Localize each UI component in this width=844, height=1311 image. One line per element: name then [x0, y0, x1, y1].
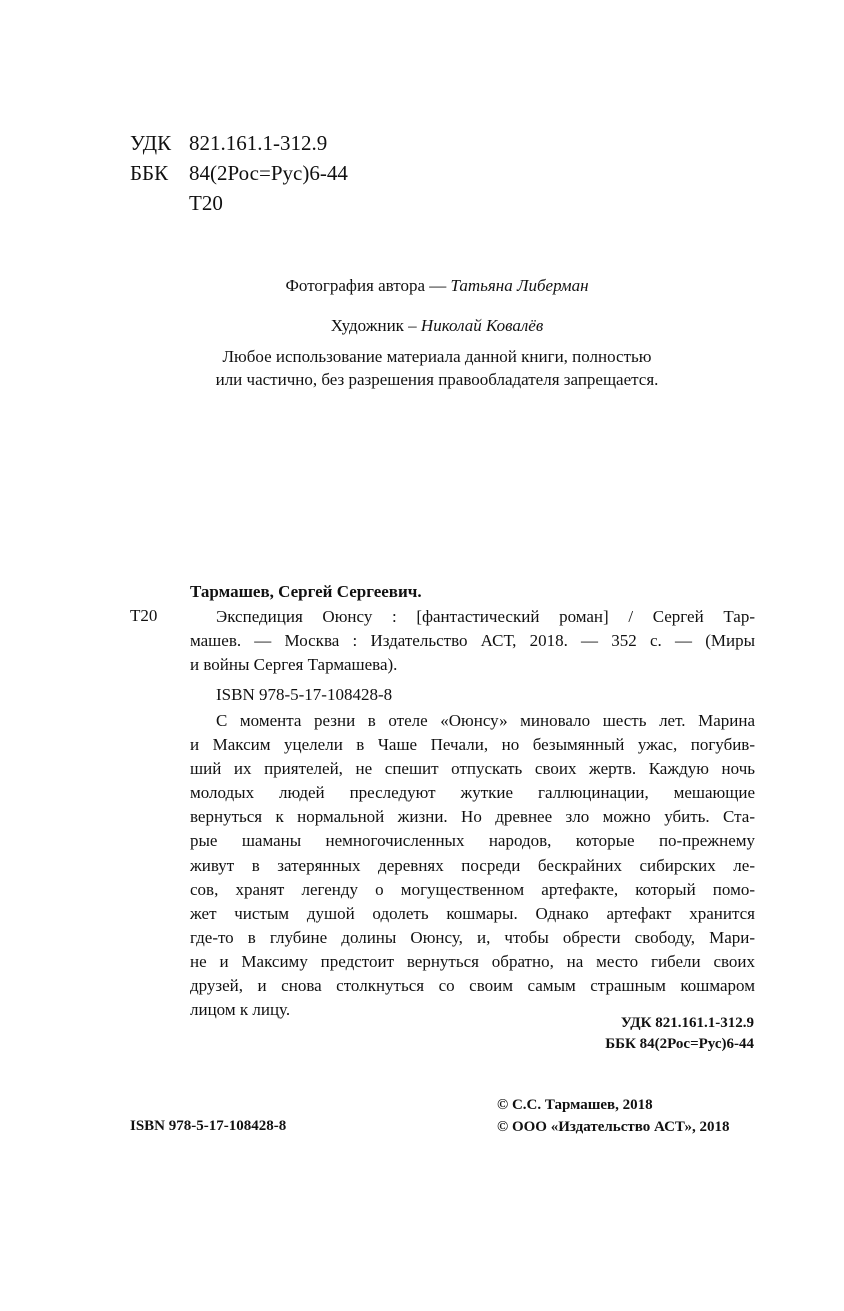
artist-credit-name: Николай Ковалёв [420, 316, 544, 335]
annotation-line: молодых людей преследуют жуткие галлюцинации, мешающие [190, 783, 755, 803]
annotation-line: ший их приятелей, не спешит отпускать своих жертв. Каждую ночь [190, 759, 755, 779]
annotation-line: сов, хранят легенду о могущественном артефакте, который помо- [190, 879, 755, 899]
annotation-line: не и Максиму предстоит вернуться обратно, на место гибели своих [190, 951, 755, 971]
book-annotation [190, 709, 755, 1022]
annotation-line: лицом к лицу. [190, 1000, 291, 1020]
annotation-line: и Максим уцелели в Чаше Печали, но безымянный ужас, погубив- [190, 735, 755, 755]
bibliographic-description [190, 605, 755, 677]
description-line: Экспедиция Оюнсу : [фантастический роман] / Сергей Тар- [216, 607, 755, 626]
catalog-author-mark: Т20 [130, 606, 158, 625]
bottom-classification-codes [538, 1013, 754, 1055]
rights-notice-line: или частично, без разрешения правообладателя запрещается. [215, 370, 659, 389]
catalog-isbn: ISBN 978-5-17-108428-8 [216, 685, 393, 704]
annotation-line: вернуться к нормальной жизни. Но древнее зло можно убить. Ста- [190, 807, 755, 827]
bottom-bbk: ББК 84(2Рос=Рус)6-44 [605, 1036, 754, 1052]
udk-row [130, 128, 348, 158]
annotation-line: друзей, и снова столкнуться со своим самым страшным кошмаром [190, 976, 755, 996]
author-mark: Т20 [189, 191, 223, 215]
bottom-isbn: ISBN 978-5-17-108428-8 [130, 1118, 287, 1134]
photo-credit-name: Татьяна Либерман [450, 276, 589, 295]
description-line: и войны Сергея Тармашева). [190, 655, 398, 674]
annotation-line: где-то в глубине долины Оюнсу, и, чтобы обрести свободу, Мари- [190, 927, 755, 947]
catalog-author: Тармашев, Сергей Сергеевич. [190, 582, 422, 601]
author-mark-row [130, 188, 348, 218]
artist-credit [130, 315, 744, 337]
copyright-publisher: © ООО «Издательство АСТ», 2018 [497, 1119, 730, 1135]
photo-credit [130, 275, 744, 297]
udk-label: УДК [130, 131, 172, 155]
description-line: машев. — Москва : Издательство АСТ, 2018. — 352 с. — (Миры [190, 631, 755, 650]
bbk-row [130, 158, 348, 188]
annotation-line: рые шаманы немногочисленных народов, которые по-прежнему [190, 831, 755, 851]
annotation-line: С момента резни в отеле «Оюнсу» миновало шесть лет. Марина [216, 711, 755, 730]
classification-codes [130, 128, 348, 218]
artist-credit-prefix: Художник – [330, 316, 421, 335]
photo-credit-prefix: Фотография автора — [285, 276, 451, 295]
copyright-author: © С.С. Тармашев, 2018 [497, 1097, 653, 1113]
copyright-block [497, 1094, 730, 1138]
bbk-value: 84(2Рос=Рус)6-44 [189, 161, 348, 185]
udk-value: 821.161.1-312.9 [189, 131, 328, 155]
rights-notice-line: Любое использование материала данной книги, полностью [222, 347, 652, 366]
annotation-line: живут в затерянных деревнях посреди бескрайних сибирских ле- [190, 855, 755, 875]
bbk-label: ББК [130, 161, 169, 185]
bottom-udk: УДК 821.161.1-312.9 [620, 1015, 754, 1031]
annotation-line: жет чистым душой одолеть кошмары. Однако артефакт хранится [190, 903, 755, 923]
rights-notice [130, 345, 744, 391]
